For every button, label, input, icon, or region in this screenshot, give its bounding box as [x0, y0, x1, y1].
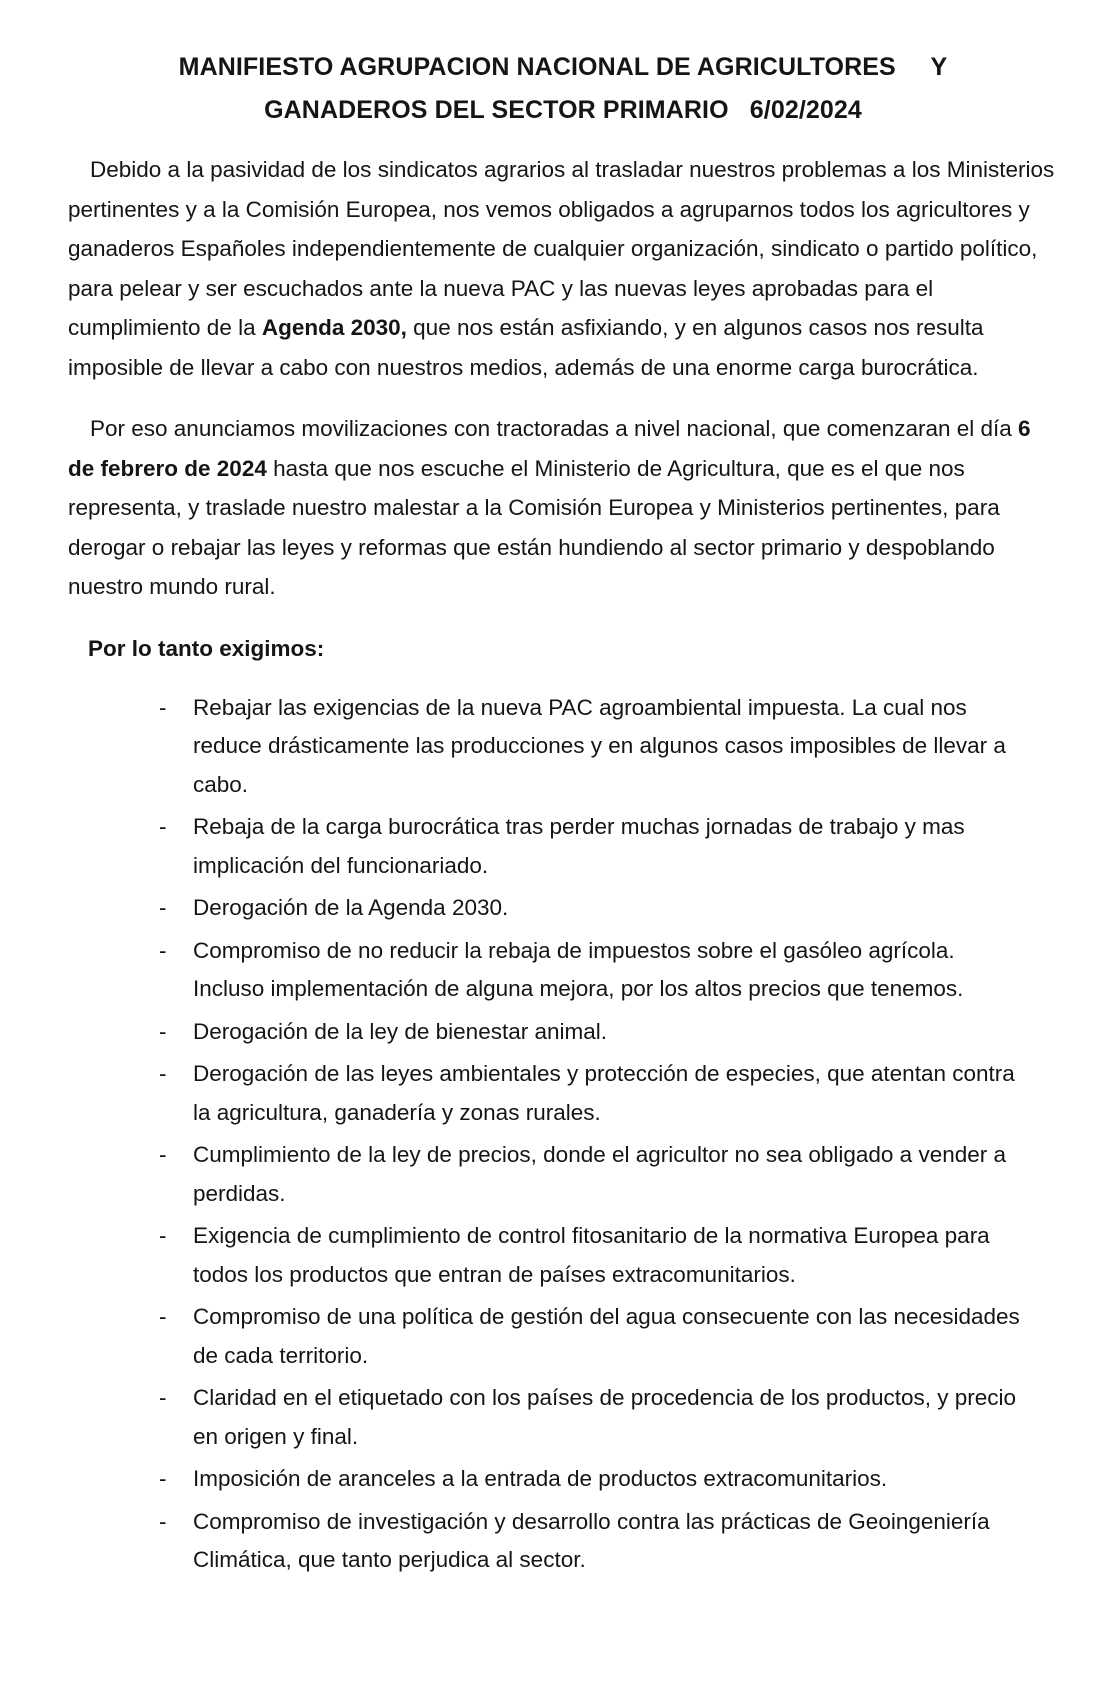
bullet-dash: - — [159, 1142, 167, 1167]
demand-item — [159, 1503, 1058, 1580]
bullet-dash: - — [159, 694, 167, 720]
bullet-dash: - — [159, 1018, 167, 1044]
paragraph-intro-bold: Agenda 2030, — [261, 315, 407, 340]
bullet-dash: - — [159, 937, 167, 963]
bullet-dash: - — [159, 895, 167, 920]
paragraph-intro-text-end: que nos están asfixiando, y en algunos casos nos resulta imposible de llevar a cabo con nuestros medios, además de una enorme carga burocrática. — [68, 315, 984, 380]
bullet-dash: - — [159, 1466, 167, 1491]
demand-item — [159, 889, 1058, 928]
title-line-2: GANADEROS DEL SECTOR PRIMARIO 6/02/2024 — [264, 96, 862, 124]
bullet-dash: - — [159, 1304, 167, 1329]
demand-item — [159, 1379, 1058, 1456]
demands-list — [68, 689, 1058, 1580]
demand-item — [159, 1460, 1058, 1499]
bullet-dash: - — [159, 1508, 167, 1534]
demand-text: Derogación de las leyes ambientales y protección de especies, que atentan contra la agricultura, ganadería y zonas rurales. — [193, 1061, 1015, 1125]
demand-text: Exigencia de cumplimiento de control fitosanitario de la normativa Europea para todos los productos que entran de países extracomunitarios. — [193, 1223, 990, 1287]
demand-item — [159, 808, 1058, 885]
paragraph-intro-text: Debido a la pasividad de los sindicatos agrarios al trasladar nuestros problemas a los Ministerios pertinentes y a la Comisión Europea, nos vemos obligados a agruparnos todos los agricultores y ganaderos Españoles independientemente de cualquier organización, sindicato o partido político, para pelear y ser escuchados ante la nueva PAC y las nuevas leyes aprobadas para el cumplimiento de la — [68, 157, 1055, 340]
demand-text: Rebaja de la carga burocrática tras perder muchas jornadas de trabajo y mas implicación del funcionariado. — [193, 814, 965, 878]
demand-item — [159, 932, 1058, 1009]
demand-text: Claridad en el etiquetado con los países de procedencia de los productos, y precio en origen y final. — [193, 1385, 1017, 1449]
paragraph-mobilization-text-end: hasta que nos escuche el Ministerio de Agricultura, que es el que nos representa, y traslade nuestro malestar a la Comisión Europea y Ministerios pertinentes, para derogar o rebajar las leyes y reformas que están hundiendo al sector primario y despoblando nuestro mundo rural. — [68, 455, 1000, 599]
paragraph-mobilization-date: 6 de febrero de 2024 — [68, 416, 1031, 481]
demand-item — [159, 1055, 1058, 1132]
demand-text: Cumplimiento de la ley de precios, donde el agricultor no sea obligado a vender a perdidas. — [193, 1142, 1006, 1206]
demand-item — [159, 1298, 1058, 1375]
bullet-dash: - — [159, 1223, 167, 1248]
demand-text: Compromiso de no reducir la rebaja de impuestos sobre el gasóleo agrícola. Incluso implementación de alguna mejora, por los altos precios que tenemos. — [193, 937, 964, 1001]
demand-item — [159, 1136, 1058, 1213]
demand-text: Imposición de aranceles a la entrada de productos extracomunitarios. — [193, 1466, 888, 1491]
paragraph-mobilization — [68, 409, 1058, 607]
demand-text: Derogación de la Agenda 2030. — [193, 895, 509, 920]
document-title — [68, 46, 1058, 132]
demand-text: Compromiso de una política de gestión del agua consecuente con las necesidades de cada territorio. — [193, 1304, 1020, 1368]
bullet-dash: - — [159, 814, 167, 839]
demand-item — [159, 1013, 1058, 1052]
paragraph-mobilization-text: Por eso anunciamos movilizaciones con tractoradas a nivel nacional, que comenzaran el día — [90, 416, 1019, 441]
demand-text: Derogación de la ley de bienestar animal. — [193, 1018, 607, 1044]
bullet-dash: - — [159, 1385, 167, 1410]
demands-heading: Por lo tanto exigimos: — [88, 635, 325, 661]
demand-text: Compromiso de investigación y desarrollo contra las prácticas de Geoingeniería Climática, que tanto perjudica al sector. — [193, 1508, 990, 1572]
bullet-dash: - — [159, 1061, 167, 1086]
demand-item — [159, 1217, 1058, 1294]
demand-text: Rebajar las exigencias de la nueva PAC agroambiental impuesta. La cual nos reduce drásticamente las producciones y en algunos casos imposibles de llevar a cabo. — [193, 694, 1006, 797]
title-line-1: MANIFIESTO AGRUPACION NACIONAL DE AGRICULTORES Y — [178, 53, 948, 81]
paragraph-intro — [68, 150, 1058, 387]
demand-item — [159, 689, 1058, 805]
